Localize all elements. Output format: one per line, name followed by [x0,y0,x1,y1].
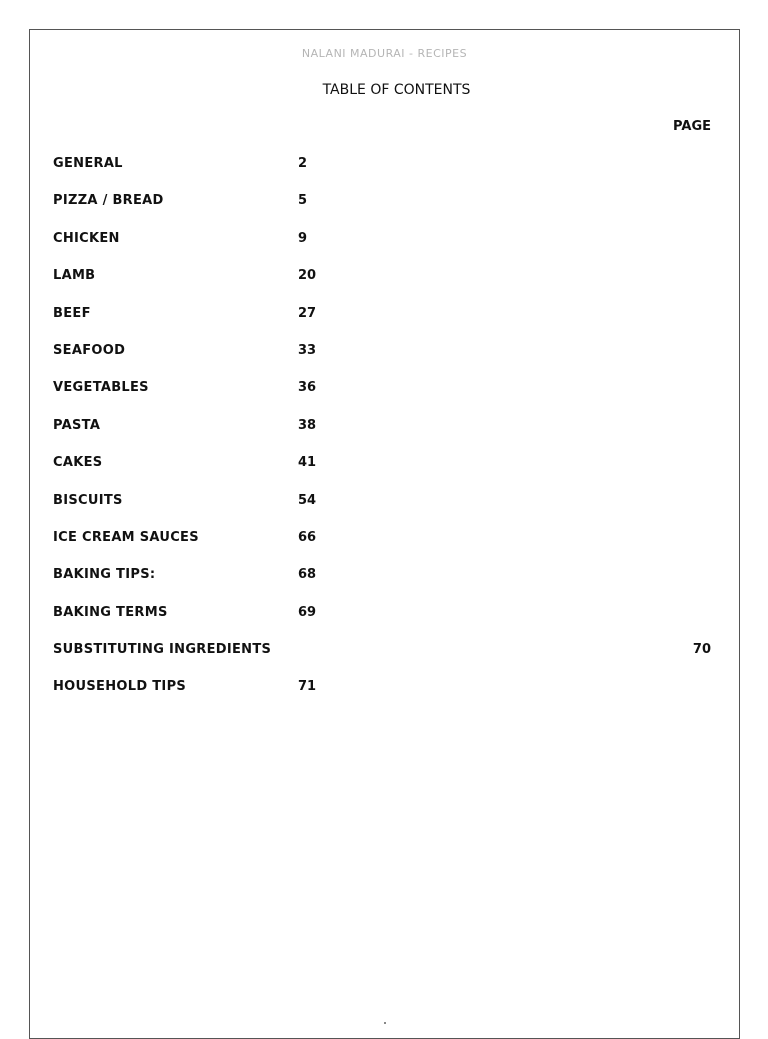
toc-entry-label: BISCUITS [53,492,123,508]
toc-entry-page: 66 [298,529,317,545]
toc-entry [30,343,739,380]
toc-entry-page: 27 [298,305,317,321]
toc-entry [30,193,739,230]
toc-entry-page: 54 [298,492,317,508]
toc-entry-label: SEAFOOD [53,342,126,358]
toc-entry-page: 70 [692,642,711,658]
toc-entry-page: 33 [298,342,317,358]
toc-entry [30,306,739,343]
toc-entry-label: CHICKEN [53,230,120,246]
toc-entry-page: 2 [298,156,308,171]
toc-entry [30,679,739,716]
page-header: NALANI MADURAI - RECIPES [301,47,468,60]
toc-entry-page: 41 [298,455,317,471]
toc-entry [30,642,739,679]
toc-entry-label: PIZZA / BREAD [53,193,164,209]
toc-entry-label: GENERAL [53,156,123,171]
toc-entry [30,567,739,604]
toc-entry-page: 71 [298,679,317,695]
toc-entry-page: 69 [298,604,317,620]
toc-entry-label: LAMB [53,268,96,284]
toc-entry [30,156,739,193]
toc-entry-label: BEEF [53,305,91,321]
toc-entry [30,231,739,268]
toc-entry-label: BAKING TIPS: [53,567,156,583]
toc-entry [30,605,739,642]
toc-entry-page: 9 [298,230,308,246]
toc-entry-label: ICE CREAM SAUCES [53,529,199,545]
page-column-label: PAGE [673,119,711,134]
toc-entry-page: 38 [298,417,317,433]
toc-entry [30,455,739,492]
toc-title: TABLE OF CONTENTS [322,82,471,98]
toc-entry-label: SUBSTITUTING INGREDIENTS [53,642,272,658]
toc-entry [30,530,739,567]
toc-entry-label: BAKING TERMS [53,604,168,620]
toc-entry [30,493,739,530]
toc-entry-label: CAKES [53,455,103,471]
toc-list [30,156,739,717]
toc-entry-label: PASTA [53,417,101,433]
toc-entry-label: VEGETABLES [53,380,149,396]
toc-entry-page: 36 [298,380,317,396]
toc-entry-page: 5 [298,193,308,209]
toc-entry [30,380,739,417]
toc-entry-page: 68 [298,567,317,583]
toc-entry-page: 20 [298,268,317,284]
toc-entry [30,418,739,455]
toc-entry-label: HOUSEHOLD TIPS [53,679,187,695]
document-page [29,29,740,1039]
toc-entry [30,268,739,305]
